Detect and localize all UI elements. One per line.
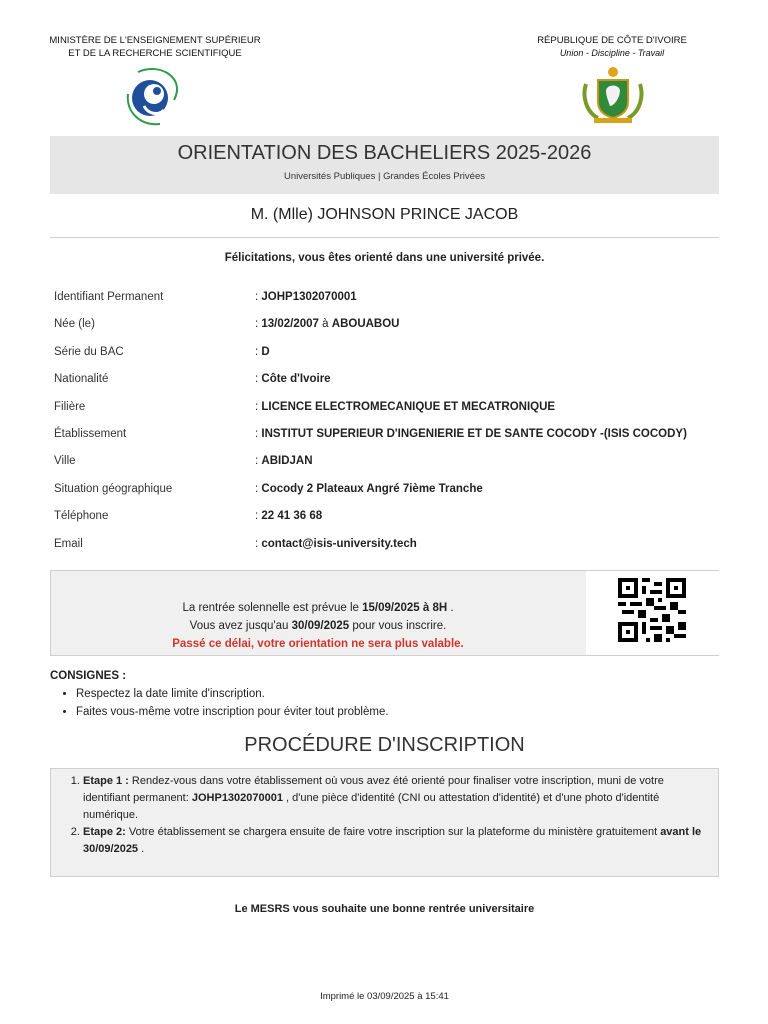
ministry-line-1: MINISTÈRE DE L'ENSEIGNEMENT SUPÉRIEUR (49, 35, 261, 46)
etablissement-value: INSTITUT SUPERIEUR D'INGENIERIE ET DE SANTE COCODY -(ISIS COCODY) (261, 427, 687, 440)
notice-text (51, 599, 585, 653)
procedure-box (50, 768, 719, 877)
closing-wish: Le MESRS vous souhaite une bonne rentrée universitaire (234, 903, 535, 915)
identifiant-value: JOHP1302070001 (261, 291, 357, 303)
congratulations-message: Félicitations, vous êtes orienté dans une université privée. (224, 252, 545, 264)
rentree-notice (50, 570, 719, 656)
list-item: • Respectez la date limite d'inscription. (76, 685, 719, 703)
nationality-value: Côte d'Ivoire (261, 373, 331, 386)
info-row-ville (54, 451, 734, 478)
info-row-birth (54, 314, 734, 341)
birth-date-value: 13/02/2007 (261, 318, 319, 331)
info-value: : JOHP1302070001 (255, 291, 357, 303)
ministry-logo-icon (120, 64, 184, 130)
info-value: : Cocody 2 Plateaux Angré 7ième Tranche (255, 482, 483, 495)
consignes-section (50, 670, 719, 721)
step-2-deadline: avant le 30/09/2025 (83, 826, 702, 855)
deadline-date: 30/09/2025 (291, 620, 350, 632)
info-label: Série du BAC (54, 345, 124, 358)
info-row-etablissement (54, 424, 734, 451)
step-1-text: Rendez-vous dans votre établissement où vous avez été orienté pour finaliser votre inscription, muni de votre identifiant permanent: (83, 775, 664, 804)
title-banner (50, 136, 719, 194)
info-label: Ville (54, 455, 76, 468)
info-value: : 13/02/2007 à ABOUABOU (255, 318, 400, 331)
list-item: • Faites vous-même votre inscription pour éviter tout problème. (76, 703, 719, 721)
birth-place-value: ABOUABOU (331, 318, 400, 331)
student-name: M. (Mlle) JOHNSON PRINCE JACOB (250, 206, 519, 223)
phone-value: 22 41 36 68 (261, 510, 323, 523)
rentree-date: 15/09/2025 à 8H (362, 602, 448, 614)
info-row-situation (54, 479, 734, 506)
info-value: : D (255, 345, 270, 358)
coat-of-arms-icon (578, 66, 648, 126)
ministry-header (40, 34, 270, 60)
info-value: : LICENCE ELECTROMECANIQUE ET MECATRONIQUE (255, 400, 556, 413)
deadline-warning: Passé ce délai, votre orientation ne sera plus valable. (172, 638, 464, 650)
info-label: Email (54, 537, 83, 550)
info-label: Téléphone (54, 510, 109, 523)
info-value: : ABIDJAN (255, 455, 313, 468)
info-value: : INSTITUT SUPERIEUR D'INGENIERIE ET DE SANTE COCODY -(ISIS COCODY) (255, 427, 687, 440)
page-title: ORIENTATION DES BACHELIERS 2025-2026 (177, 142, 592, 164)
filiere-value: LICENCE ELECTROMECANIQUE ET MECATRONIQUE (261, 400, 556, 413)
procedure-step-1 (83, 773, 708, 824)
step-2-suffix: . (138, 843, 145, 855)
info-row-nationality (54, 369, 734, 396)
republic-header (510, 34, 714, 60)
birth-at: à (322, 318, 329, 331)
info-row-email (54, 534, 734, 561)
step-2-label: Etape 2: (83, 826, 126, 838)
step-1-text-end: , d'une pièce d'identité (CNI ou attestation d'identité) et d'une photo d'identité numérique. (83, 792, 660, 821)
info-label: Identifiant Permanent (54, 291, 164, 303)
info-row-filiere (54, 397, 734, 424)
consignes-list (50, 685, 719, 721)
notice-line-2-prefix: Vous avez jusqu'au (189, 620, 292, 632)
procedure-steps (51, 773, 708, 858)
info-value: : Côte d'Ivoire (255, 373, 331, 386)
email-value: contact@isis-university.tech (261, 537, 417, 550)
republic-motto: Union - Discipline - Travail (559, 48, 665, 58)
notice-line-2-suffix: pour vous inscrire. (349, 620, 447, 632)
situation-value: Cocody 2 Plateaux Angré 7ième Tranche (261, 482, 483, 495)
procedure-step-2 (83, 824, 708, 858)
divider (50, 237, 719, 238)
info-label: Filière (54, 400, 86, 413)
qr-container (586, 571, 719, 655)
procedure-title: PROCÉDURE D'INSCRIPTION (244, 734, 525, 756)
info-label: Situation géographique (54, 482, 173, 495)
info-label: Nationalité (54, 373, 109, 386)
ministry-line-2: ET DE LA RECHERCHE SCIENTIFIQUE (68, 48, 242, 59)
notice-line-2 (51, 617, 585, 635)
notice-line-1-suffix: . (447, 602, 454, 614)
student-info-table (54, 287, 734, 561)
page-subtitle: Universités Publiques | Grandes Écoles Privées (283, 171, 485, 182)
republic-name: RÉPUBLIQUE DE CÔTE D'IVOIRE (537, 35, 687, 46)
info-label: Née (le) (54, 318, 95, 331)
ville-value: ABIDJAN (261, 455, 313, 468)
info-row-identifiant (54, 287, 734, 314)
step-2-text: Votre établissement se chargera ensuite de faire votre inscription sur la plateforme du ministère gratuitement (125, 826, 661, 838)
bac-value: D (261, 345, 270, 358)
printed-timestamp: Imprimé le 03/09/2025 à 15:41 (320, 991, 449, 1002)
info-row-bac (54, 342, 734, 369)
info-label: Établissement (54, 427, 127, 440)
info-value: : contact@isis-university.tech (255, 537, 417, 550)
info-row-phone (54, 506, 734, 533)
info-value: : 22 41 36 68 (255, 510, 323, 523)
qr-code-icon (618, 578, 686, 642)
notice-line-1 (51, 599, 585, 617)
step-1-label: Etape 1 : (83, 775, 129, 787)
notice-line-1-prefix: La rentrée solennelle est prévue le (182, 602, 363, 614)
consignes-heading: CONSIGNES : (50, 670, 127, 682)
step-1-identifiant: JOHP1302070001 (191, 792, 283, 804)
